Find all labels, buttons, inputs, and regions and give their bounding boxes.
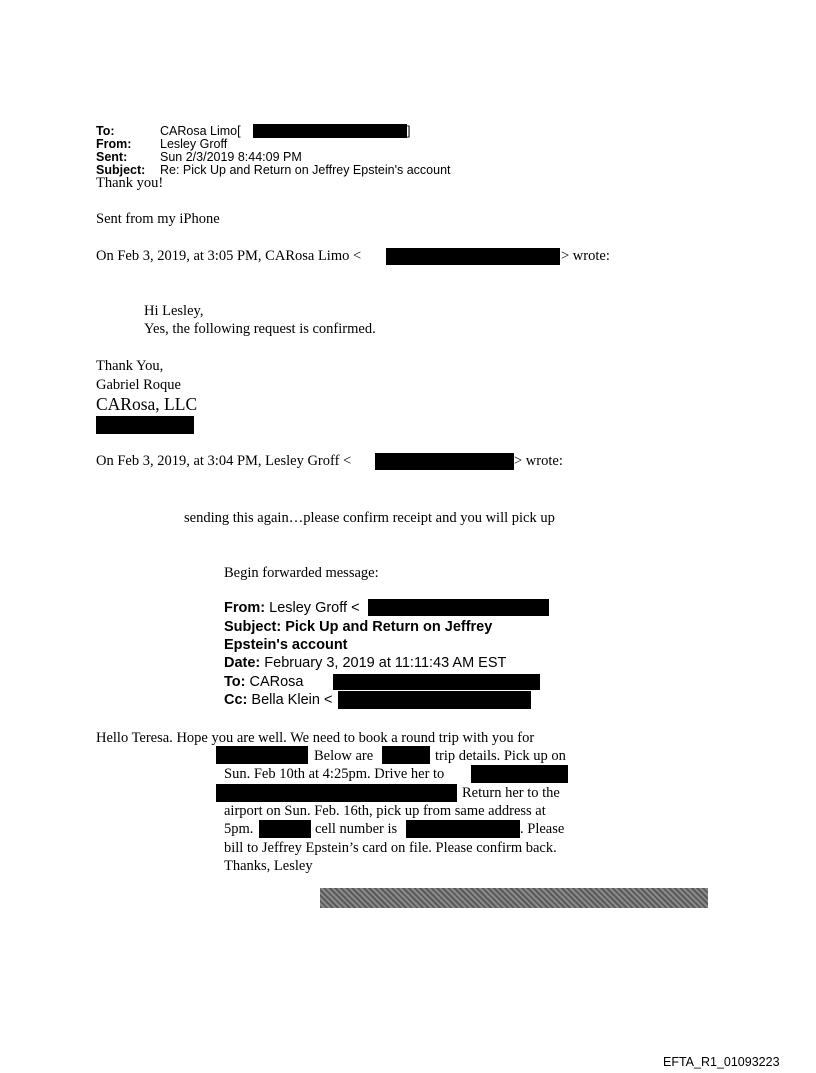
body-line-3: Sun. Feb 10th at 4:25pm. Drive her to [224,766,445,782]
body-line-6b: cell number is [315,821,398,837]
to-value: CARosa Limo[ [160,124,241,138]
fwd-to [224,674,304,690]
quote-header-2: On Feb 3, 2019, at 3:04 PM, Lesley Groff < [96,453,352,469]
fwd-subject-line1: Pick Up and Return on Jeffrey [285,619,493,635]
body-line-5: airport on Sun. Feb. 16th, pick up from same address at [224,803,546,819]
body-line-4: Return her to the [462,785,560,801]
redaction-block [338,691,531,709]
body-line-2a: Below are [314,748,374,764]
body-line-1: Hello Teresa. Hope you are well. We need to book a round trip with you for [96,730,535,746]
from-value: Lesley Groff [160,137,228,151]
fwd-from-value: Lesley Groff < [269,600,360,616]
fwd-date-label: Date: [224,655,261,671]
redaction-block [253,124,407,138]
fwd-to-label: To: [224,674,246,690]
fwd-from-label: From: [224,600,266,616]
redaction-block [96,416,194,434]
fwd-to-value: CARosa [249,674,304,690]
quote-header-2-tail: > wrote: [514,453,563,469]
fwd-subject-line2: Epstein's account [224,637,348,653]
quote-header-1-tail: > wrote: [561,248,610,264]
forward-intro: Begin forwarded message: [224,565,379,581]
redaction-block [368,599,549,616]
redaction-block [333,674,540,690]
body-line-8: Thanks, Lesley [224,858,313,874]
body-line-6c: . Please [520,821,565,837]
carosa-company: CARosa, LLC [96,394,198,414]
body-line-2b: trip details. Pick up on [435,748,566,764]
redaction-hatched-block [320,888,708,908]
redaction-block [471,765,568,783]
carosa-signoff: Thank You, [96,358,164,374]
to-label: To: [96,124,115,138]
fwd-date [224,655,506,671]
redaction-block [375,453,514,470]
redaction-block [259,820,311,838]
reply-line-thanks: Thank you! [96,175,164,191]
carosa-body: Yes, the following request is confirmed. [144,321,376,337]
body-line-7: bill to Jeffrey Epstein’s card on file. Please confirm back. [224,840,557,856]
to-close-bracket: ] [407,124,411,138]
carosa-greeting: Hi Lesley, [144,303,204,319]
fwd-date-value: February 3, 2019 at 11:11:43 AM EST [264,655,507,671]
resend-note: sending this again…please confirm receipt and you will pick up [184,510,555,526]
carosa-name: Gabriel Roque [96,377,181,393]
redaction-block [216,784,457,802]
reply-line-iphone: Sent from my iPhone [96,211,220,227]
subject-value: Re: Pick Up and Return on Jeffrey Epstein's account [160,163,451,177]
body-line-6a: 5pm. [224,821,254,837]
fwd-cc-label: Cc: [224,692,248,708]
redaction-block [216,746,308,764]
redaction-block [406,820,520,838]
redaction-block [386,248,560,265]
from-label: From: [96,137,132,151]
sent-label: Sent: [96,150,128,164]
fwd-subject-label: Subject: [224,619,282,635]
quote-header-1: On Feb 3, 2019, at 3:05 PM, CARosa Limo < [96,248,362,264]
fwd-subject [224,619,492,635]
redaction-block [382,746,430,764]
fwd-cc-value: Bella Klein < [251,692,333,708]
sent-value: Sun 2/3/2019 8:44:09 PM [160,150,302,164]
subject-label: Subject: [96,163,146,177]
bates-number: EFTA_R1_01093223 [663,1055,780,1069]
fwd-from [224,600,360,616]
fwd-cc [224,692,332,708]
